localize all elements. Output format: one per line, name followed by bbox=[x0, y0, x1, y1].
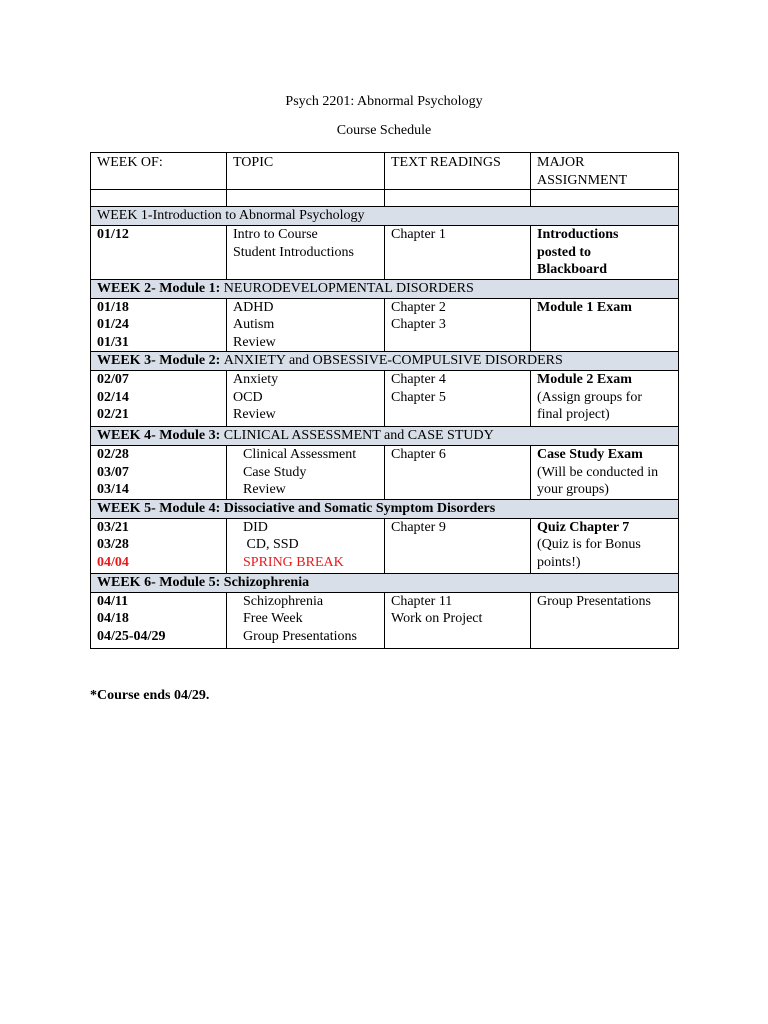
week-row bbox=[91, 573, 679, 592]
table-row bbox=[91, 371, 679, 427]
week-3-label: WEEK 3- Module 2: ANXIETY and OBSESSIVE-COMPULSIVE DISORDERS bbox=[91, 352, 679, 371]
week-row bbox=[91, 352, 679, 371]
header-row bbox=[91, 153, 679, 190]
week-3-readings: Chapter 4 Chapter 5 bbox=[385, 371, 531, 427]
week-3-assignment: Module 2 Exam (Assign groups for final project) bbox=[531, 371, 679, 427]
week-1-label: WEEK 1-Introduction to Abnormal Psychology bbox=[91, 207, 679, 226]
week-row bbox=[91, 279, 679, 298]
week-5-assignment: Quiz Chapter 7 (Quiz is for Bonus points!) bbox=[531, 518, 679, 573]
week-row bbox=[91, 207, 679, 226]
table-row bbox=[91, 446, 679, 500]
week-6-readings: Chapter 11 Work on Project bbox=[385, 592, 531, 648]
week-2-assignment: Module 1 Exam bbox=[531, 298, 679, 352]
week-1-assignment: Introductions posted to Blackboard bbox=[531, 226, 679, 280]
header-text-readings: TEXT READINGS bbox=[385, 153, 531, 190]
header-major-line-1: MAJOR bbox=[537, 155, 585, 170]
week-6-assignment: Group Presentations bbox=[531, 592, 679, 648]
week-4-dates: 02/28 03/07 03/14 bbox=[91, 446, 227, 500]
header-major-assignment bbox=[531, 153, 679, 190]
week-5-dates: 03/21 03/28 04/04 bbox=[91, 518, 227, 573]
schedule-table bbox=[90, 152, 679, 649]
week-3-dates: 02/07 02/14 02/21 bbox=[91, 371, 227, 427]
week-1-dates: 01/12 bbox=[91, 226, 227, 280]
week-4-readings: Chapter 6 bbox=[385, 446, 531, 500]
week-6-label: WEEK 6- Module 5: Schizophrenia bbox=[91, 573, 679, 592]
week-row bbox=[91, 427, 679, 446]
week-4-label: WEEK 4- Module 3: CLINICAL ASSESSMENT and CASE STUDY bbox=[91, 427, 679, 446]
week-row bbox=[91, 499, 679, 518]
week-6-dates: 04/11 04/18 04/25-04/29 bbox=[91, 592, 227, 648]
week-2-topics: ADHD Autism Review bbox=[227, 298, 385, 352]
week-2-label: WEEK 2- Module 1: NEURODEVELOPMENTAL DISORDERS bbox=[91, 279, 679, 298]
week-1-topics: Intro to Course Student Introductions bbox=[227, 226, 385, 280]
week-4-assignment: Case Study Exam (Will be conducted in your groups) bbox=[531, 446, 679, 500]
table-row bbox=[91, 518, 679, 573]
blank-row bbox=[91, 190, 679, 207]
table-row bbox=[91, 226, 679, 280]
table-row bbox=[91, 592, 679, 648]
header-major-line-2: ASSIGNMENT bbox=[537, 172, 628, 188]
course-end-note: *Course ends 04/29. bbox=[90, 688, 210, 703]
header-week-of: WEEK OF: bbox=[91, 153, 227, 190]
week-5-label: WEEK 5- Module 4: Dissociative and Somatic Symptom Disorders bbox=[91, 499, 679, 518]
week-1-readings: Chapter 1 bbox=[385, 226, 531, 280]
week-5-topics: DID CD, SSD SPRING BREAK bbox=[227, 518, 385, 573]
week-3-topics: Anxiety OCD Review bbox=[227, 371, 385, 427]
header-topic: TOPIC bbox=[227, 153, 385, 190]
week-2-dates: 01/18 01/24 01/31 bbox=[91, 298, 227, 352]
week-6-topics: Schizophrenia Free Week Group Presentations bbox=[227, 592, 385, 648]
week-4-topics: Clinical Assessment Case Study Review bbox=[227, 446, 385, 500]
document-subtitle: Course Schedule bbox=[336, 123, 432, 138]
document-title: Psych 2201: Abnormal Psychology bbox=[285, 94, 483, 109]
week-2-readings: Chapter 2 Chapter 3 bbox=[385, 298, 531, 352]
table-row bbox=[91, 298, 679, 352]
week-5-readings: Chapter 9 bbox=[385, 518, 531, 573]
